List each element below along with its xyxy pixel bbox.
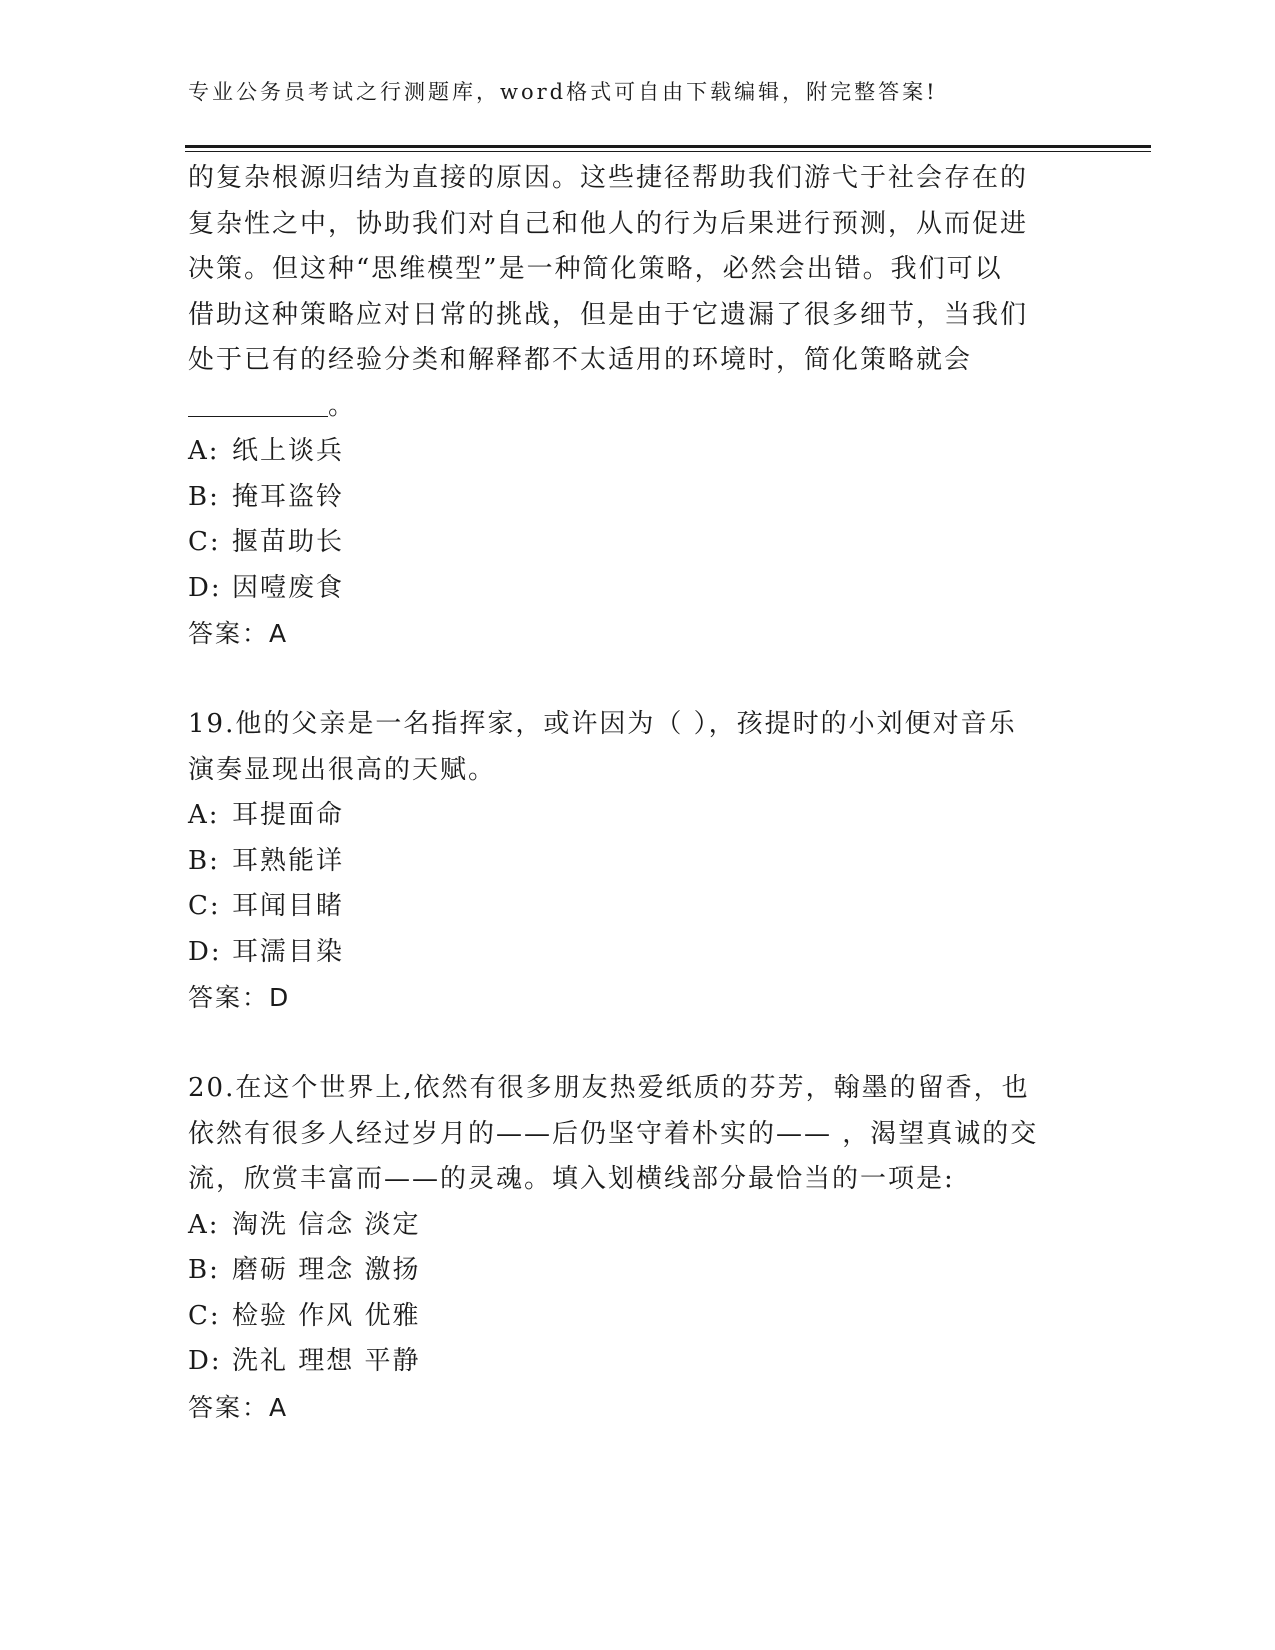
question-spacer: [188, 657, 1108, 703]
answer-line: 答案：A: [188, 1392, 289, 1422]
option-b: [188, 475, 1108, 521]
question-19: [188, 702, 1108, 1021]
question-line: 19.他的父亲是一名指挥家，或许因为（ ），孩提时的小刘便对音乐: [188, 709, 1017, 739]
option-text: 检验 作风 优雅: [232, 1300, 421, 1331]
header-rule-thick: [185, 145, 1151, 148]
option-letter: A:: [188, 800, 220, 830]
option-b: [188, 839, 1108, 885]
option-letter: A:: [188, 1209, 220, 1240]
option-text: 因噎废食: [232, 572, 345, 603]
option-letter: C:: [188, 527, 221, 557]
fill-blank: [188, 396, 328, 417]
question-line: 演奏显现出很高的天赋。: [188, 754, 497, 785]
option-c: [188, 520, 1108, 566]
option-letter: A:: [188, 436, 220, 466]
option-text: 掩耳盗铃: [232, 481, 345, 512]
option-text: 淘洗 信念 淡定: [232, 1209, 421, 1240]
option-a: [188, 429, 1108, 475]
option-text: 耳熟能详: [232, 845, 345, 876]
fill-blank-line: [188, 384, 1108, 430]
question-spacer: [188, 1021, 1108, 1067]
page-header: 专业公务员考试之行测题库，word格式可自由下载编辑，附完整答案!: [188, 80, 938, 104]
document-body: [188, 156, 1108, 1430]
option-letter: D:: [188, 936, 222, 967]
option-letter: C:: [188, 891, 221, 921]
question-line: 借助这种策略应对日常的挑战，但是由于它遗漏了很多细节，当我们: [188, 299, 1029, 330]
option-letter: D:: [188, 1346, 222, 1376]
option-a: [188, 1203, 1108, 1249]
question-18: [188, 156, 1108, 657]
option-letter: C:: [188, 1300, 221, 1331]
answer-line: 答案：D: [188, 983, 291, 1012]
option-letter: D:: [188, 572, 222, 603]
option-a: [188, 793, 1108, 839]
option-text: 耳闻目睹: [232, 891, 345, 921]
option-d: [188, 930, 1108, 976]
header-rule-thin: [185, 151, 1151, 152]
option-letter: B:: [188, 1255, 220, 1285]
option-d: [188, 1339, 1108, 1385]
question-line: 20.在这个世界上,依然有很多朋友热爱纸质的芬芳，翰墨的留香，也: [188, 1073, 1030, 1103]
option-d: [188, 566, 1108, 612]
option-text: 磨砺 理念 激扬: [232, 1255, 421, 1285]
option-text: 洗礼 理想 平静: [232, 1346, 421, 1376]
option-b: [188, 1248, 1108, 1294]
option-c: [188, 884, 1108, 930]
option-text: 耳提面命: [232, 800, 345, 830]
answer-line: 答案：A: [188, 619, 289, 648]
question-line: 处于已有的经验分类和解释都不太适用的环境时，简化策略就会: [188, 345, 973, 375]
option-letter: B:: [188, 845, 220, 876]
question-line: 依然有很多人经过岁月的——后仍坚守着朴实的—— ，渴望真诚的交: [188, 1118, 1039, 1149]
question-line: 的复杂根源归结为直接的原因。这些捷径帮助我们游弋于社会存在的: [188, 163, 1029, 193]
question-line: 流，欣赏丰富而——的灵魂。填入划横线部分最恰当的一项是:: [188, 1164, 955, 1194]
blank-suffix: 。: [328, 390, 357, 421]
option-text: 揠苗助长: [232, 527, 345, 557]
question-20: [188, 1066, 1108, 1430]
question-line: 复杂性之中，协助我们对自己和他人的行为后果进行预测，从而促进: [188, 208, 1029, 239]
option-text: 纸上谈兵: [232, 436, 345, 466]
option-c: [188, 1294, 1108, 1340]
question-line: 决策。但这种“思维模型”是一种简化策略，必然会出错。我们可以: [188, 254, 1003, 284]
option-text: 耳濡目染: [232, 936, 345, 967]
option-letter: B:: [188, 481, 220, 512]
